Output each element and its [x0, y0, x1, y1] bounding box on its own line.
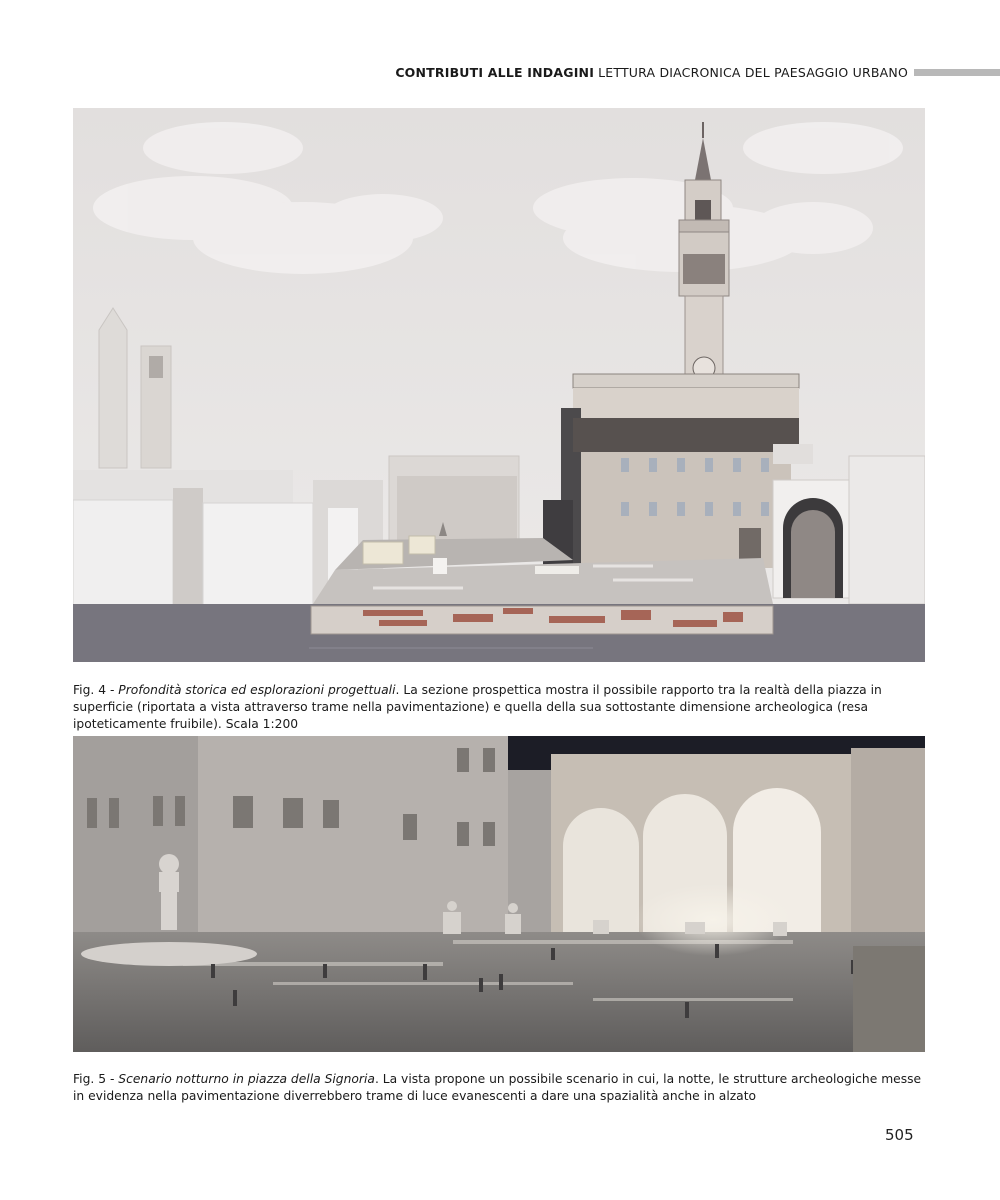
palazzo-vecchio [543, 374, 799, 570]
running-head-bar [914, 69, 1000, 76]
running-head-title: LETTURA DIACRONICA DEL PAESAGGIO URBANO [598, 64, 908, 80]
page-number: 505 [885, 1126, 914, 1144]
loggia-glow [633, 884, 793, 956]
section-perspective-drawing [73, 108, 925, 662]
figure-4-title: Profondità storica ed esplorazioni progettuali [118, 683, 396, 697]
figure-4-label: Fig. 4 - [73, 683, 119, 697]
foreground-block [853, 946, 925, 1052]
figure-5-label: Fig. 5 - [73, 1072, 119, 1086]
figure-4-caption [73, 682, 933, 733]
running-head-section: CONTRIBUTI ALLE INDAGINI [395, 64, 595, 80]
figure-5-title: Scenario notturno in piazza della Signoria [118, 1072, 375, 1086]
figure-5-image [73, 736, 925, 1052]
figure-5-text: . La vista propone un possibile scenario in cui, la notte, le strutture archeologiche messe in evidenza nella pavimentazione diverrebbero trame di luce evanescenti a dare una spazialità anche in alzato [73, 1072, 922, 1103]
figure-4-image [73, 108, 925, 662]
figure-5-caption [73, 1071, 933, 1105]
night-scenario-render [73, 736, 925, 1052]
palazzo-facade [73, 736, 508, 936]
running-head [395, 64, 1000, 80]
figure-4-text: . La sezione prospettica mostra il possibile rapporto tra la realtà della piazza in superficie (riportata a vista attraverso trame nella pavimentazione) e quella della sua sottostante dimensione archeologica (resa ipoteticamente fruibile). Scala 1:200 [73, 683, 882, 731]
